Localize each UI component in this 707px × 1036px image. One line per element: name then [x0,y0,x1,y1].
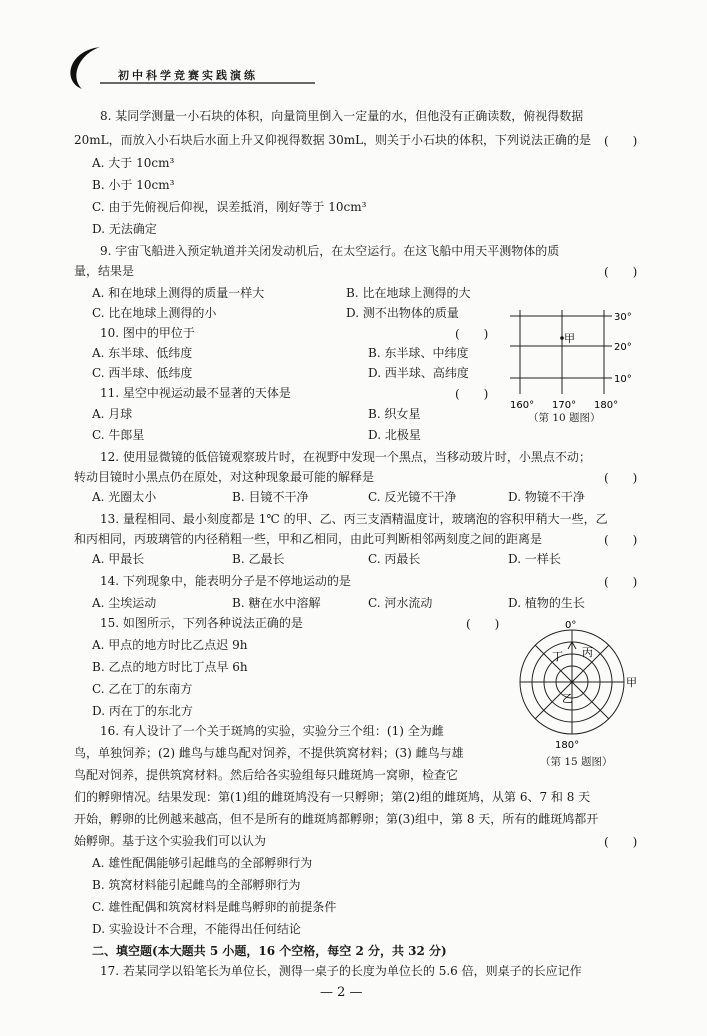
fig15-jia: 甲 [626,676,637,689]
q11-option-a: A. 月球 [92,407,133,421]
q16-line2: 鸟，单独饲养；(2) 雌鸟与雄鸟配对饲养，不提供筑窝材料；(3) 雌鸟与雄 [74,746,464,760]
q17-line1: 17. 若某同学以铅笔长为单位长，测得一桌子的长度为单位长的 5.6 倍，则桌子的长应记作 [100,964,582,978]
figure-15-polar [502,618,652,750]
q8-line1: 8. 某同学测量一小石块的体积，向量筒里倒入一定量的水，但他没有正确读数，俯视得数据 [100,109,584,123]
q11-option-c: C. 牛郎星 [92,428,145,442]
section-2-heading: 二、填空题(本大题共 5 小题，16 个空格，每空 2 分，共 32 分) [92,944,447,958]
q12-option-a: A. 光圈太小 [92,490,157,504]
q8-option-a: A. 大于 10cm³ [92,156,175,170]
q13-line2: 和丙相同，丙玻璃管的内径稍粗一些，甲和乙相同，由此可判断相邻两刻度之间的距离是 [74,532,543,546]
q12-answer-paren[interactable]: ( ) [604,471,638,485]
q14-option-d: D. 植物的生长 [508,596,585,610]
q14-answer-paren[interactable]: ( ) [604,575,638,589]
q14-stem: 14. 下列现象中，能表明分子是不停地运动的是 [100,574,351,588]
q8-option-b: B. 小于 10cm³ [92,178,175,192]
q15-option-b: B. 乙点的地方时比丁点早 6h [92,660,248,674]
q16-option-a: A. 雄性配偶能够引起雌鸟的全部孵卵行为 [92,856,313,870]
q10-option-c: C. 西半球、低纬度 [92,366,193,380]
q15-stem: 15. 如图所示，下列各种说法正确的是 [100,616,303,630]
fig10-lat10: 10° [614,374,632,385]
fig15-ding: 丁 [552,650,563,663]
q16-option-b: B. 筑窝材料能引起雌鸟的全部孵卵行为 [92,878,301,892]
q12-line2: 转动目镜时小黑点仍在原处，对这种现象最可能的解释是 [74,470,375,484]
q9-line1: 9. 宇宙飞船进入预定轨道并关闭发动机后，在太空运行。在这飞船中用天平测物体的质 [100,244,560,258]
q9-option-a: A. 和在地球上测得的质量一样大 [92,286,265,300]
q9-line2: 量，结果是 [74,264,135,278]
q9-option-b: B. 比在地球上测得的大 [346,286,471,300]
q15-option-a: A. 甲点的地方时比乙点迟 9h [92,638,248,652]
fig15-yi: 乙 [562,692,573,705]
q14-option-a: A. 尘埃运动 [92,596,157,610]
q16-line4: 们的孵卵情况。结果发现：第(1)组的雌斑鸠没有一只孵卵；第(2)组的雌斑鸠，从第 6、7 和 8 天 [74,790,591,804]
q16-line1: 16. 有人设计了一个关于斑鸠的实验，实验分三个组：(1) 全为雌 [100,724,444,738]
q16-line5: 开始，孵卵的比例越来越高，但不是所有的雌斑鸠都孵卵；第(3)组中，第 8 天，所有的雌斑鸠都开 [74,812,599,826]
q10-answer-paren[interactable]: ( ) [455,327,489,341]
q12-option-d: D. 物镜不干净 [508,490,585,504]
q13-option-a: A. 甲最长 [92,552,145,566]
fig10-lon170: 170° [552,400,577,411]
q9-answer-paren[interactable]: ( ) [604,265,638,279]
q9-option-d: D. 测不出物体的质量 [346,306,459,320]
fig10-point-label: 甲 [564,332,575,345]
q13-option-d: D. 一样长 [508,552,561,566]
q10-option-a: A. 东半球、低纬度 [92,346,193,360]
q15-answer-paren[interactable]: ( ) [466,617,500,631]
page-number: — 2 — [320,985,363,1000]
q12-option-b: B. 目镜不干净 [232,490,309,504]
page-header [60,45,320,95]
q16-option-c: C. 雄性配偶和筑窝材料是雌鸟孵卵的前提条件 [92,900,337,914]
fig10-lon160: 160° [510,400,535,411]
q16-option-d: D. 实验设计不合理，不能得出任何结论 [92,922,301,936]
q16-line3: 鸟配对饲养，提供筑窝材料。然后给各实验组每只雌斑鸠一窝卵，检查它 [74,768,459,782]
q8-line2: 20mL，而放入小石块后水面上升又仰视得数据 30mL，则关于小石块的体积，下列说法正确的是 [74,133,592,147]
fig10-caption: （第 10 题图） [528,412,601,424]
q10-stem: 10. 图中的甲位于 [100,326,195,340]
q14-option-b: B. 糖在水中溶解 [232,596,321,610]
q11-option-d: D. 北极星 [368,428,421,442]
q11-stem: 11. 星空中视运动最不显著的天体是 [100,386,291,400]
q10-option-b: B. 东半球、中纬度 [368,346,469,360]
q8-option-d: D. 无法确定 [92,222,157,236]
q15-option-d: D. 丙在丁的东北方 [92,704,193,718]
q14-option-c: C. 河水流动 [368,596,433,610]
q8-answer-paren[interactable]: ( ) [604,134,638,148]
fig10-lat20: 20° [614,342,632,353]
q11-answer-paren[interactable]: ( ) [455,387,489,401]
q11-option-b: B. 织女星 [368,407,421,421]
fig15-top-label: 0° [565,620,577,631]
q16-answer-paren[interactable]: ( ) [604,835,638,849]
fig15-bing: 丙 [582,646,593,659]
q13-option-b: B. 乙最长 [232,552,285,566]
q10-option-d: D. 西半球、高纬度 [368,366,469,380]
fig10-lon180: 180° [594,400,619,411]
q9-option-c: C. 比在地球上测得的小 [92,306,217,320]
q8-option-c: C. 由于先俯视后仰视，误差抵消，刚好等于 10cm³ [92,200,367,214]
q13-line1: 13. 量程相同、最小刻度都是 1℃ 的甲、乙、丙三支酒精温度计，玻璃泡的容积甲稍大一些，乙 [100,512,608,526]
q12-option-c: C. 反光镜不干净 [368,490,457,504]
q13-option-c: C. 丙最长 [368,552,421,566]
fig15-caption: （第 15 题图） [540,756,613,768]
figure-10-grid [500,306,640,418]
q12-line1: 12. 使用显微镜的低倍镜观察玻片时，在视野中发现一个黑点，当移动玻片时，小黑点不动； [100,450,591,464]
fig15-bottom-label: 180° [555,740,580,750]
fig10-lat30: 30° [614,312,632,323]
header-title: 初中科学竞赛实践演练 [118,69,258,82]
q15-option-c: C. 乙在丁的东南方 [92,682,193,696]
q16-line6: 始孵卵。基于这个实验我们可以认为 [74,834,267,848]
q13-answer-paren[interactable]: ( ) [604,533,638,547]
